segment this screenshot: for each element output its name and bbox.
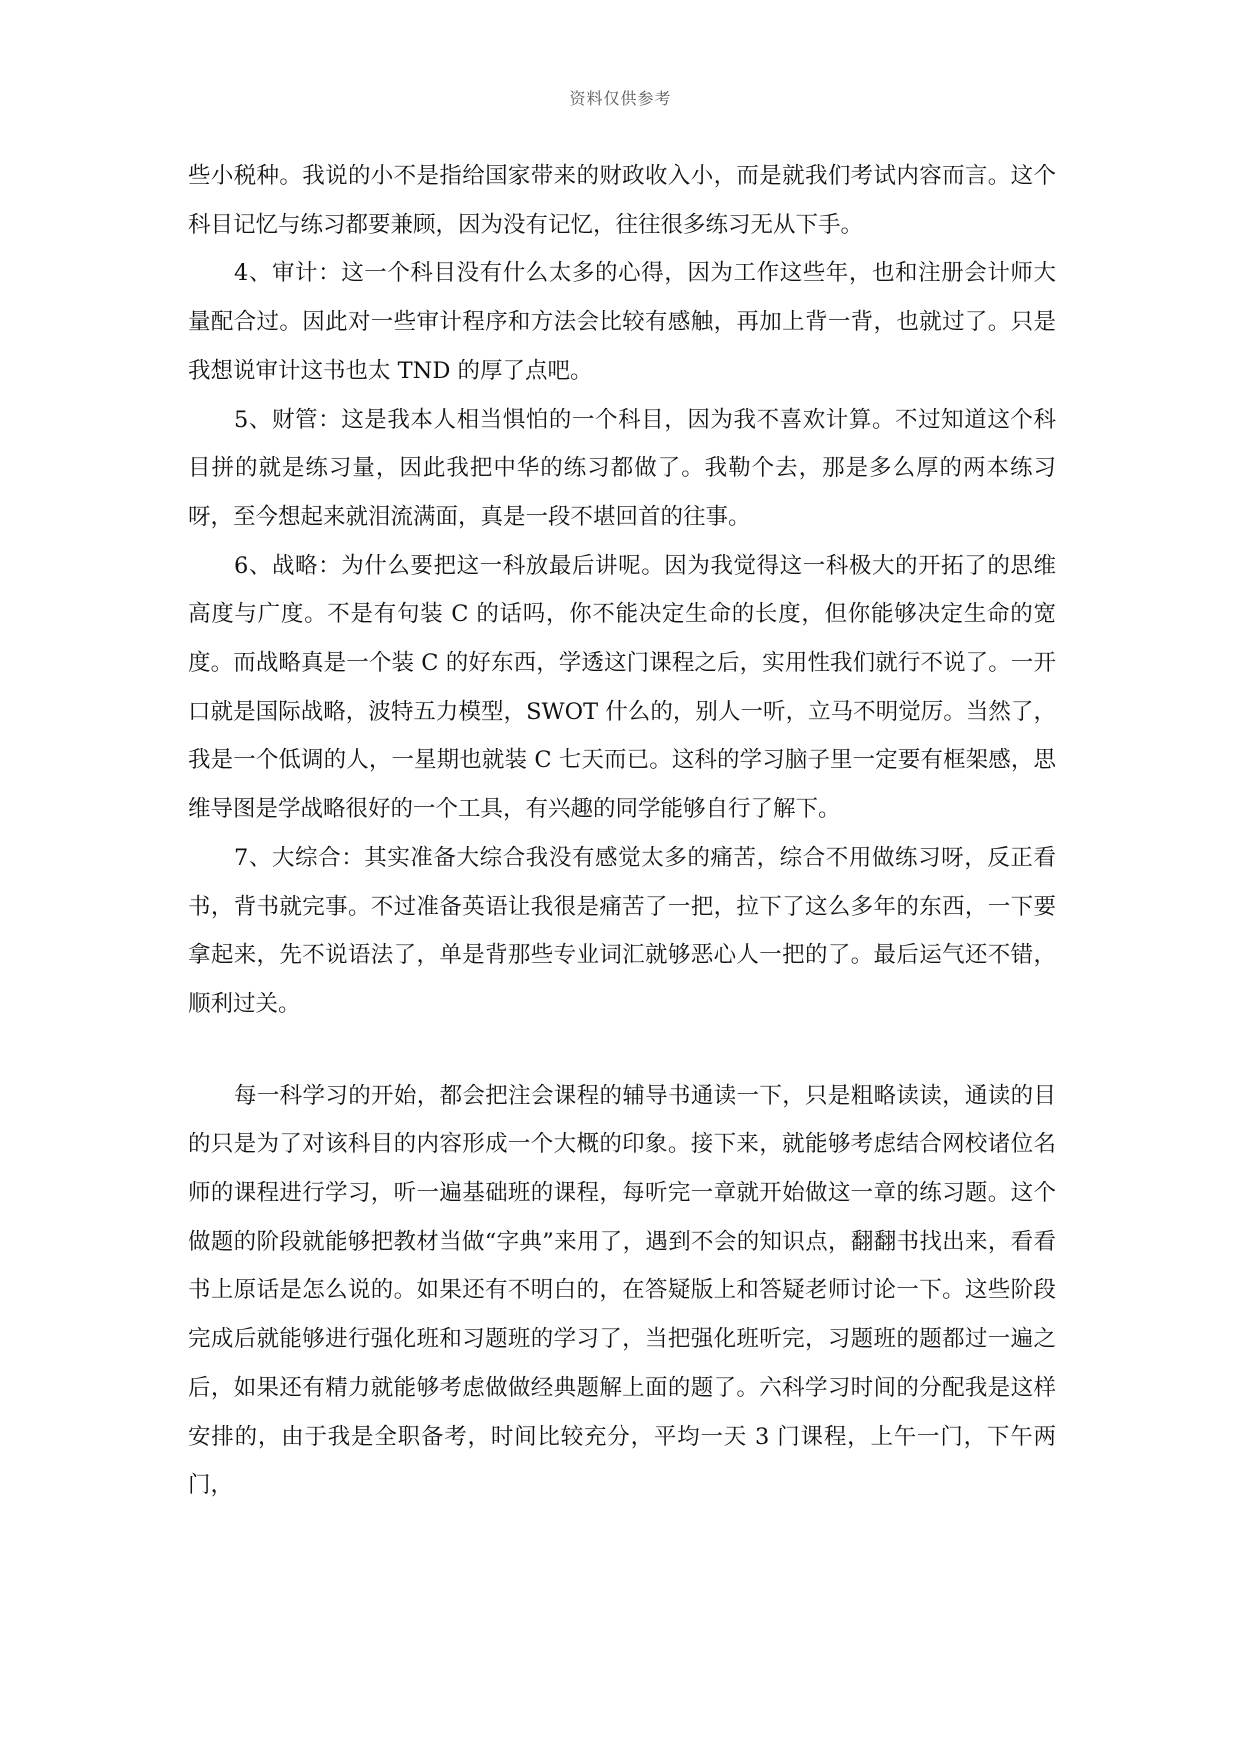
paragraph-audit: 4、审计：这一个科目没有什么太多的心得，因为工作这些年，也和注册会计师大量配合过。因此对一些审计程序和方法会比较有感触，再加上背一背，也就过了。只是我想说审计这书也太 TND 的厚了点吧。 [188, 260, 1056, 384]
paragraph-gap [188, 1029, 1056, 1072]
page-header: 资料仅供参考 [569, 89, 672, 108]
paragraph-comprehensive: 7、大综合：其实准备大综合我没有感觉太多的痛苦，综合不用做练习呀，反正看书，背书就完事。不过准备英语让我很是痛苦了一把，拉下了这么多年的东西，一下要拿起来，先不说语法了，单是背那些专业词汇就够恶心人一把的了。最后运气还不错，顺利过关。 [188, 844, 1056, 1017]
document-body [188, 152, 1056, 1510]
paragraph-tax-continued: 些小税种。我说的小不是指给国家带来的财政收入小，而是就我们考试内容而言。这个科目记忆与练习都要兼顾，因为没有记忆，往往很多练习无从下手。 [188, 163, 1056, 238]
paragraph-financial-management: 5、财管：这是我本人相当惧怕的一个科目，因为我不喜欢计算。不过知道这个科目拼的就是练习量，因此我把中华的练习都做了。我勒个去，那是多么厚的两本练习呀，至今想起来就泪流满面，真是一段不堪回首的往事。 [188, 406, 1056, 530]
paragraph-study-method: 每一科学习的开始，都会把注会课程的辅导书通读一下，只是粗略读读，通读的目的只是为了对该科目的内容形成一个大概的印象。接下来，就能够考虑结合网校诸位名师的课程进行学习，听一遍基础班的课程，每听完一章就开始做这一章的练习题。这个做题的阶段就能够把教材当做“字典”来用了，遇到不会的知识点，翻翻书找出来，看看书上原话是怎么说的。如果还有不明白的，在答疑版上和答疑老师讨论一下。这些阶段完成后就能够进行强化班和习题班的学习了，当把强化班听完，习题班的题都过一遍之后，如果还有精力就能够考虑做做经典题解上面的题了。六科学习时间的分配我是这样安排的，由于我是全职备考，时间比较充分，平均一天 3 门课程，上午一门，下午两门， [188, 1082, 1056, 1499]
paragraph-strategy: 6、战略：为什么要把这一科放最后讲呢。因为我觉得这一科极大的开拓了的思维高度与广度。不是有句装 C 的话吗，你不能决定生命的长度，但你能够决定生命的宽度。而战略真是一个装 C 的好东西，学透这门课程之后，实用性我们就行不说了。一开口就是国际战略，波特五力模型，SWOT 什么的，别人一听，立马不明觉厉。当然了，我是一个低调的人，一星期也就装 C 七天而已。这科的学习脑子里一定要有框架感，思维导图是学战略很好的一个工具，有兴趣的同学能够自行了解下。 [188, 552, 1056, 823]
